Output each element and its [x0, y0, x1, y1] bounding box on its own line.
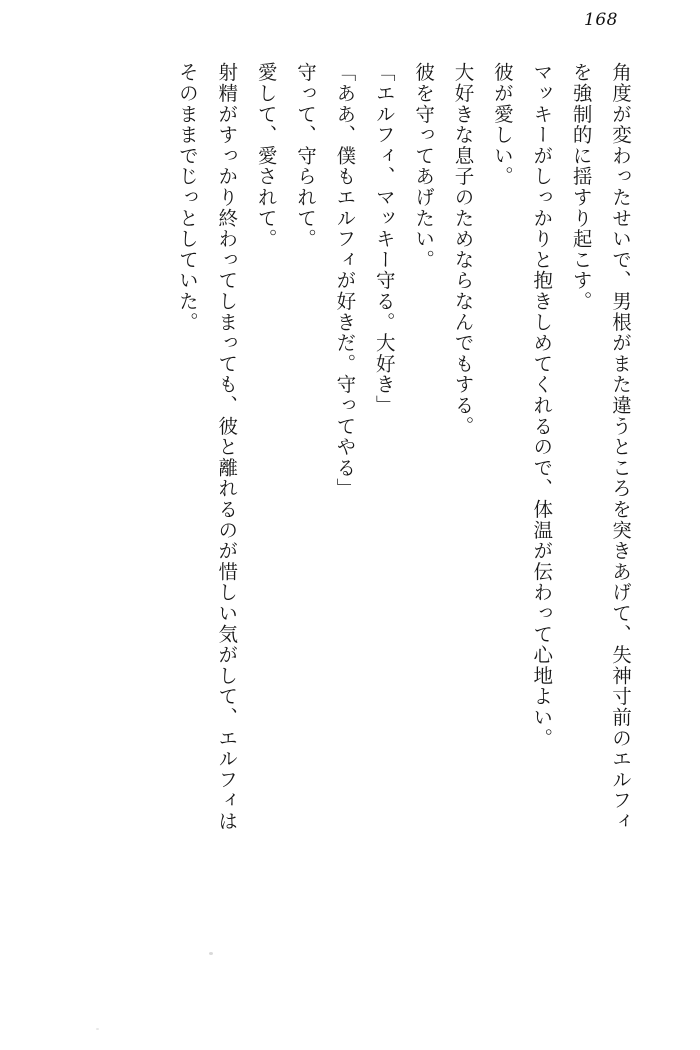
- paragraph-dialogue: 「ああ、僕もエルフィが好きだ。守ってやる」: [333, 62, 357, 499]
- paragraph: そのままでじっとしていた。: [175, 62, 199, 333]
- paragraph: 愛して、愛されて。: [254, 62, 278, 250]
- paragraph: 守って、守られて。: [294, 62, 317, 250]
- scan-speck: [96, 1028, 99, 1030]
- paragraph: 射精がすっかり終わってしまっても、彼と離れるのが惜しい気がして、エルフィは: [215, 62, 239, 832]
- paragraph: を強制的に揺すり起こす。: [569, 62, 593, 312]
- page-number: 168: [584, 10, 618, 30]
- scan-speck: [209, 952, 213, 955]
- paragraph: 彼が愛しい。: [490, 62, 514, 187]
- paragraph: マッキーがしっかりと抱きしめてくれるので、体温が伝わって心地よい。: [530, 62, 554, 749]
- paragraph: 大好きな息子のためならなんでもする。: [451, 62, 475, 437]
- vertical-text-body: [120, 62, 640, 990]
- paragraph: 彼を守ってあげたい。: [412, 62, 436, 270]
- paragraph-dialogue: 「エルフィ、マッキー守る。大好き」: [372, 62, 396, 416]
- paragraph: 角度が変わったせいで、男根がまた違うところを突きあげて、失神寸前のエルフィ: [609, 62, 632, 832]
